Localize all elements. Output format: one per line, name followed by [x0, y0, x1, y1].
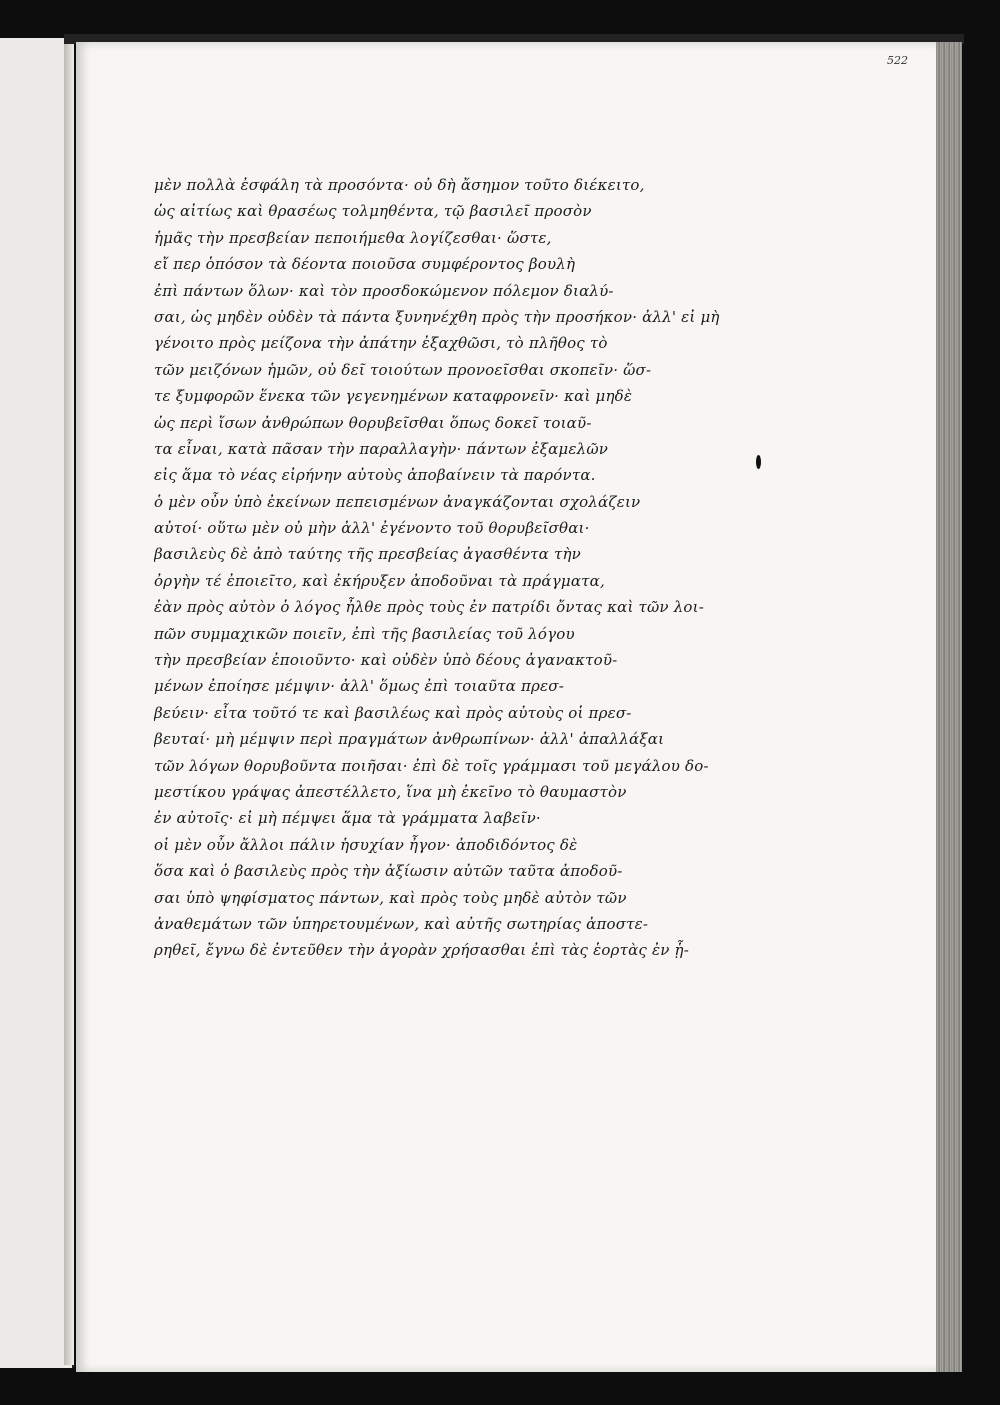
text-line: σαι ὑπὸ ψηφίσματος πάντων, καὶ πρὸς τοὺς μηδὲ αὐτὸν τῶν [154, 888, 627, 907]
text-line: ἐὰν πρὸς αὐτὸν ὁ λόγος ἦλθε πρὸς τοὺς ἐν πατρίδι ὄντας καὶ τῶν λοι- [154, 598, 705, 617]
text-line: εἰς ἅμα τὸ νέας εἰρήνην αὐτοὺς ἀποβαίνειν τὰ παρόντα. [154, 466, 596, 485]
text-line: αὐτοί· οὕτω μὲν οὐ μὴν ἀλλ' ἐγένοντο τοῦ θορυβεῖσθαι· [154, 519, 590, 538]
text-line: μὲν πολλὰ ἐσφάλη τὰ προσόντα· οὐ δὴ ἄσημον τοῦτο διέκειτο, [154, 176, 645, 194]
left-page-leaf [0, 38, 74, 1368]
text-line: ὡς αἰτίως καὶ θρασέως τολμηθέντα, τῷ βασιλεῖ προσὸν [154, 202, 592, 221]
text-line: ἀναθεμάτων τῶν ὑπηρετουμένων, καὶ αὐτῆς σωτηρίας ἀποστε- [154, 914, 649, 933]
text-line: οἱ μὲν οὖν ἄλλοι πάλιν ἡσυχίαν ἦγον· ἀποδιδόντος δὲ [154, 835, 578, 854]
text-line: ὡς περὶ ἴσων ἀνθρώπων θορυβεῖσθαι ὅπως δοκεῖ τοιαῦ- [154, 413, 592, 432]
text-line: ἐν αὐτοῖς· εἰ μὴ πέμψει ἅμα τὰ γράμματα λαβεῖν· [154, 809, 541, 828]
text-line: ἐπὶ πάντων ὅλων· καὶ τὸν προσδοκώμενον πόλεμον διαλύ- [154, 281, 614, 300]
ink-blot [756, 455, 761, 469]
text-line: γένοιτο πρὸς μείζονα τὴν ἀπάτην ἐξαχθῶσι, τὸ πλῆθος τὸ [154, 334, 608, 353]
text-line: ὅσα καὶ ὁ βασιλεὺς πρὸς τὴν ἀξίωσιν αὐτῶν ταῦτα ἀποδοῦ- [154, 862, 623, 881]
text-line: ὀργὴν τέ ἐποιεῖτο, καὶ ἐκήρυξεν ἀποδοῦναι τὰ πράγματα, [154, 571, 605, 590]
text-line: τε ξυμφορῶν ἕνεκα τῶν γεγενημένων καταφρονεῖν· καὶ μηδὲ [154, 387, 633, 406]
page-fore-edge [936, 42, 962, 1372]
text-line: ρηθεῖ, ἔγνω δὲ ἐντεῦθεν τὴν ἀγορὰν χρήσασθαι ἐπὶ τὰς ἑορτὰς ἐν ᾗ- [154, 941, 689, 960]
manuscript-page [76, 42, 938, 1372]
manuscript-text-block [154, 172, 754, 964]
text-line: βευταί· μὴ μέμψιν περὶ πραγμάτων ἀνθρωπίνων· ἀλλ' ἀπαλλάξαι [154, 730, 665, 749]
text-line: σαι, ὡς μηδὲν οὐδὲν τὰ πάντα ξυνηνέχθη πρὸς τὴν προσήκον· ἀλλ' εἰ μὴ [154, 307, 720, 326]
text-line: εἴ περ ὁπόσον τὰ δέοντα ποιοῦσα συμφέροντος βουλὴ [154, 255, 576, 274]
text-line: τῶν λόγων θορυβοῦντα ποιῆσαι· ἐπὶ δὲ τοῖς γράμμασι τοῦ μεγάλου δο- [154, 756, 709, 775]
gutter-shadow [64, 40, 74, 1365]
text-line: μεστίκου γράψας ἀπεστέλλετο, ἵνα μὴ ἐκεῖνο τὸ θαυμαστὸν [154, 782, 627, 801]
text-line: ἡμᾶς τὴν πρεσβείαν πεποιήμεθα λογίζεσθαι· ὥστε, [154, 228, 552, 247]
text-line: τῶν μειζόνων ἡμῶν, οὐ δεῖ τοιούτων προνοεῖσθαι σκοπεῖν· ὥσ- [154, 360, 652, 379]
text-line: ὁ μὲν οὖν ὑπὸ ἐκείνων πεπεισμένων ἀναγκάζονται σχολάζειν [154, 492, 641, 511]
text-line: τα εἶναι, κατὰ πᾶσαν τὴν παραλλαγὴν· πάντων ἐξαμελῶν [154, 439, 609, 458]
text-line: μένων ἐποίησε μέμψιν· ἀλλ' ὅμως ἐπὶ τοιαῦτα πρεσ- [154, 677, 565, 696]
text-line: πῶν συμμαχικῶν ποιεῖν, ἐπὶ τῆς βασιλείας τοῦ λόγου [154, 624, 575, 643]
text-line: βασιλεὺς δὲ ἀπὸ ταύτης τῆς πρεσβείας ἀγασθέντα τὴν [154, 545, 581, 564]
text-line: τὴν πρεσβείαν ἐποιοῦντο· καὶ οὐδὲν ὑπὸ δέους ἀγανακτοῦ- [154, 651, 618, 670]
folio-number: 522 [887, 54, 908, 67]
text-line: βεύειν· εἶτα τοῦτό τε καὶ βασιλέως καὶ πρὸς αὐτοὺς οἱ πρεσ- [154, 703, 632, 722]
